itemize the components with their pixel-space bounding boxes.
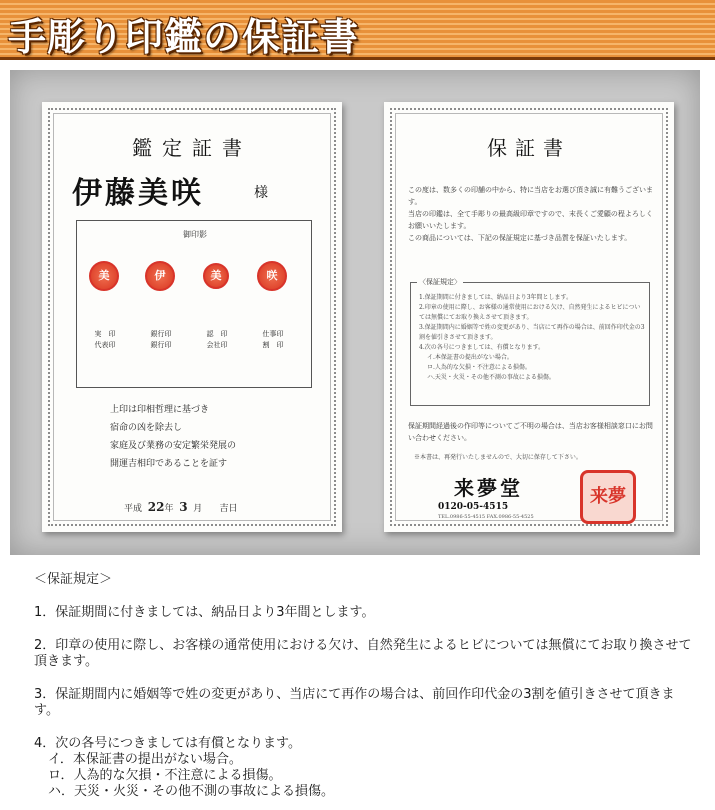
warranty-rules — [34, 572, 694, 800]
rule-item-4: 4．次の各号につきましては有償となります。 — [34, 736, 301, 751]
imprint-title: 御印影 — [183, 230, 207, 239]
title-banner — [0, 0, 715, 60]
seal-impression: 美 — [89, 261, 119, 291]
intro-line: この度は、数多くの印舗の中から、特に当店をお選び頂き誠に有難うございます。 — [408, 186, 653, 206]
guarantee-sheet — [384, 102, 674, 532]
date-day: 吉日 — [219, 504, 238, 514]
seal-label — [85, 329, 125, 351]
certificate-photo — [10, 70, 700, 555]
seal-label — [197, 329, 237, 351]
rule-line: ハ.天災・火災・その他不測の事故による損傷。 — [427, 374, 555, 381]
certificate-line: 開運吉相印であることを証す — [110, 459, 228, 469]
seal-label-top: 認 印 — [206, 330, 228, 338]
rule-item-4b: ロ．人為的な欠損・不注意による損傷。 — [48, 768, 282, 783]
guarantee-title: 保証書 — [487, 136, 571, 160]
certificate-sheet — [42, 102, 342, 532]
rule-item-4a: イ．本保証書の提出がない場合。 — [48, 752, 242, 767]
rule-line: 2.印章の使用に際し、お客様の通常使用における欠け、自然発生によるヒビについては無償にてお取り換えさせて頂きます。 — [419, 304, 641, 321]
date-year-unit: 年 — [164, 504, 174, 514]
rule-item-1: 1．保証期間に付きましては、納品日より3年間とします。 — [34, 605, 375, 620]
rule-box-title: 〈保証規定〉 — [419, 278, 461, 286]
shop-seal: 来夢 — [580, 470, 636, 524]
seal-label-top: 仕事印 — [262, 330, 284, 338]
seal-label — [141, 329, 181, 351]
rule-item-4c: ハ．天災・火災・その他不測の事故による損傷。 — [48, 784, 335, 799]
rule-line: 3.保証期間内に婚姻等で姓の変更があり、当店にて再作の場合は、前回作印代金の3割を値引きさせて頂きます。 — [419, 324, 645, 341]
certificate-line: 宿命の凶を除去し — [110, 423, 183, 433]
customer-name: 伊藤美咲 — [72, 176, 204, 211]
seal-label-bottom: 割 印 — [262, 341, 284, 349]
honorific: 様 — [254, 185, 268, 201]
rule-item-2: 2．印章の使用に際し、お客様の通常使用における欠け、自然発生によるヒビについては無償にてお取り換させて頂きます。 — [34, 638, 692, 669]
rule-line: イ.本保証書の提出がない場合。 — [427, 354, 513, 361]
certificate-title: 鑑定証書 — [132, 136, 252, 160]
seal-label-top: 実 印 — [94, 330, 116, 338]
banner-title: 手彫り印鑑の保証書 — [8, 15, 360, 59]
intro-line: この商品については、下記の保証規定に基づき品質を保証いたします。 — [408, 234, 632, 242]
guarantee-intro — [408, 184, 656, 244]
certificate-line: 上印は印相哲理に基づき — [110, 405, 210, 415]
date-month-unit: 月 — [193, 504, 203, 514]
seal-label — [253, 329, 293, 351]
shop-address: TEL.0986-55-4515 FAX.0986-55-4525 — [438, 514, 534, 520]
imprint-box — [76, 220, 312, 388]
rule-item-3: 3．保証期間内に婚姻等で姓の変更があり、当店にて再作の場合は、前回作印代金の3割を値引きさせて頂きます。 — [34, 687, 675, 718]
rule-line: 4.次の各号につきましては、有償となります。 — [419, 344, 545, 351]
seal-label-bottom: 会社印 — [206, 341, 228, 349]
certificate-date — [124, 500, 238, 514]
rule-box — [410, 278, 650, 406]
rules-heading: ＜保証規定＞ — [34, 572, 113, 587]
seal-label-bottom: 銀行印 — [150, 341, 172, 349]
rule-line: ロ.人為的な欠損・不注意による損傷。 — [427, 364, 531, 371]
seal-impression: 伊 — [145, 261, 175, 291]
seal-label-top: 銀行印 — [150, 330, 172, 338]
reissue-note: ※本書は、再発行いたしませんので、大切に保存して下さい。 — [414, 454, 582, 461]
date-month: 3 — [179, 500, 188, 514]
after-warranty-text: 保証期間経過後の作印等についてご不明の場合は、当店お客様相談窓口にお問い合わせください。 — [408, 422, 653, 442]
date-era: 平成 — [124, 504, 143, 514]
rule-line: 1.保証期間に付きましては、納品日より3年間とします。 — [419, 294, 573, 301]
certificate-line: 家庭及び業務の安定繁栄発展の — [110, 441, 237, 451]
seal-impression: 咲 — [257, 261, 287, 291]
shop-name: 来夢堂 — [454, 476, 523, 500]
shop-phone: 0120-05-4515 — [438, 502, 509, 512]
seal-label-bottom: 代表印 — [94, 341, 116, 349]
intro-line: 当店の印鑑は、全て手彫りの最高級印章ですので、末長くご愛顧の程よろしくお願いいたします。 — [408, 210, 653, 230]
seal-impression: 美 — [203, 263, 229, 289]
date-year: 22 — [147, 500, 165, 514]
rule-box-body — [419, 293, 645, 383]
